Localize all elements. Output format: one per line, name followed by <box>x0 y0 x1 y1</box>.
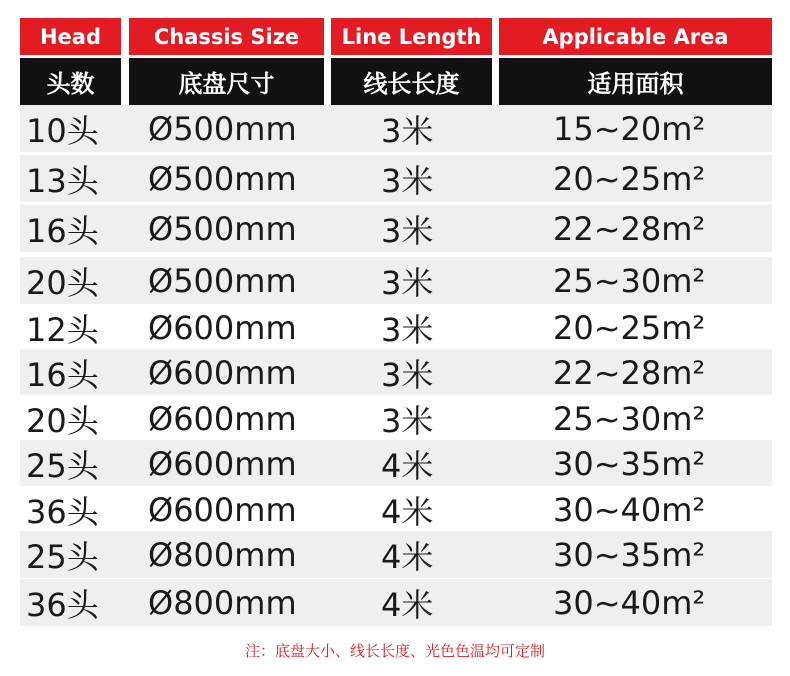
table-row <box>0 579 790 626</box>
header-zh-chassis-size: 底盘尺寸 <box>129 58 324 105</box>
cell-chassis-size: Ø500mm <box>148 209 297 248</box>
cell-head: 20头 <box>26 401 99 440</box>
cell-chassis-size: Ø800mm <box>148 535 297 574</box>
header-en-chassis-size: Chassis Size <box>129 18 324 55</box>
table-row <box>0 486 790 533</box>
cell-line-length: 4米 <box>381 585 434 624</box>
cell-chassis-size: Ø500mm <box>148 109 297 148</box>
cell-line-length: 3米 <box>381 310 434 349</box>
header-en-line-length: Line Length <box>331 18 492 55</box>
cell-head: 36头 <box>26 585 99 624</box>
cell-applicable-area: 30~40m² <box>553 490 706 529</box>
cell-line-length: 4米 <box>381 537 434 576</box>
cell-applicable-area: 25~30m² <box>553 399 706 438</box>
header-row-english <box>0 18 790 55</box>
header-zh-applicable-area: 适用面积 <box>499 58 772 105</box>
cell-applicable-area: 22~28m² <box>553 209 706 248</box>
cell-applicable-area: 22~28m² <box>553 353 706 392</box>
cell-chassis-size: Ø800mm <box>148 583 297 622</box>
cell-line-length: 3米 <box>381 401 434 440</box>
cell-line-length: 3米 <box>381 211 434 250</box>
table-row <box>0 531 790 578</box>
table-row <box>0 105 790 152</box>
cell-chassis-size: Ø600mm <box>148 308 297 347</box>
table-row <box>0 440 790 487</box>
cell-head: 20头 <box>26 263 99 302</box>
cell-head: 12头 <box>26 310 99 349</box>
cell-applicable-area: 20~25m² <box>553 308 706 347</box>
cell-line-length: 4米 <box>381 446 434 485</box>
cell-chassis-size: Ø500mm <box>148 159 297 198</box>
cell-chassis-size: Ø600mm <box>148 490 297 529</box>
cell-head: 13头 <box>26 161 99 200</box>
cell-line-length: 3米 <box>381 263 434 302</box>
table-row <box>0 155 790 202</box>
header-en-applicable-area: Applicable Area <box>499 18 772 55</box>
cell-applicable-area: 25~30m² <box>553 261 706 300</box>
header-zh-head: 头数 <box>20 58 121 105</box>
cell-head: 16头 <box>26 211 99 250</box>
cell-head: 36头 <box>26 492 99 531</box>
cell-line-length: 3米 <box>381 161 434 200</box>
cell-chassis-size: Ø600mm <box>148 353 297 392</box>
table-row <box>0 205 790 252</box>
cell-applicable-area: 30~40m² <box>553 583 706 622</box>
cell-head: 25头 <box>26 537 99 576</box>
table-row <box>0 304 790 351</box>
header-row-chinese <box>0 58 790 105</box>
customization-note: 注：底盘大小、线长长度、光色色温均可定制 <box>244 642 545 660</box>
cell-head: 25头 <box>26 446 99 485</box>
cell-line-length: 3米 <box>381 111 434 150</box>
cell-applicable-area: 30~35m² <box>553 444 706 483</box>
cell-applicable-area: 15~20m² <box>553 109 706 148</box>
cell-line-length: 4米 <box>381 492 434 531</box>
cell-head: 16头 <box>26 355 99 394</box>
cell-applicable-area: 30~35m² <box>553 535 706 574</box>
cell-chassis-size: Ø600mm <box>148 399 297 438</box>
cell-line-length: 3米 <box>381 355 434 394</box>
header-zh-line-length: 线长长度 <box>331 58 492 105</box>
cell-head: 10头 <box>26 111 99 150</box>
table-row <box>0 257 790 304</box>
header-en-head: Head <box>20 18 121 55</box>
table-row <box>0 349 790 396</box>
cell-applicable-area: 20~25m² <box>553 159 706 198</box>
cell-chassis-size: Ø600mm <box>148 444 297 483</box>
table-row <box>0 395 790 442</box>
cell-chassis-size: Ø500mm <box>148 261 297 300</box>
